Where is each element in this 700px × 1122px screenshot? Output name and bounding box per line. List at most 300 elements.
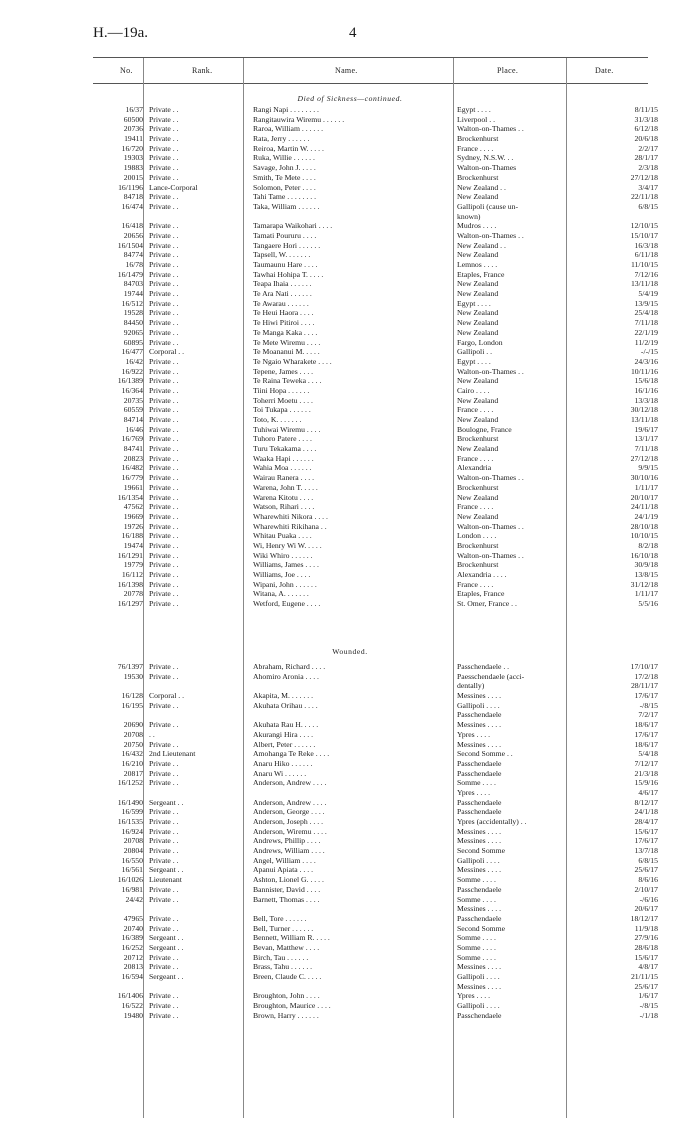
table-row [93, 807, 661, 817]
table-row [93, 105, 661, 115]
soldier-number-cell [93, 212, 147, 222]
place-cell: Somme . . . . [457, 942, 496, 952]
date-cell: 28/6/18 [634, 942, 658, 952]
table-row [93, 250, 661, 260]
soldier-number-cell: 19669 [123, 511, 143, 521]
rank-cell: Private . . [149, 405, 179, 415]
date-cell: 8/2/18 [638, 540, 658, 550]
date-cell: 25/6/17 [634, 865, 658, 875]
rank-cell: Sergeant . . [149, 972, 184, 981]
date-cell: 24/1/19 [634, 511, 658, 521]
soldier-number-cell: 16/195 [121, 700, 143, 710]
soldier-number-cell: 19528 [123, 308, 143, 318]
date-cell: 17/6/17 [634, 691, 658, 701]
date-cell: 5/4/19 [638, 289, 658, 299]
soldier-number-cell: 16/1479 [117, 269, 143, 279]
name-cell: Anaru Wi . . . . . . [253, 768, 307, 778]
soldier-number-cell: 16/1354 [117, 492, 143, 502]
rank-cell: Private . . [149, 308, 179, 318]
rank-cell: Private . . [149, 671, 179, 681]
table-row [93, 357, 661, 367]
soldier-number-cell: 16/364 [121, 385, 143, 395]
soldier-number-cell: 19883 [123, 163, 143, 173]
soldier-number-cell [93, 681, 147, 691]
table-row [93, 991, 661, 1001]
soldier-number-cell: 20750 [123, 739, 143, 749]
table-row [93, 454, 661, 464]
table-row [93, 522, 661, 532]
place-cell: Egypt . . . . [457, 298, 491, 308]
place-cell: Egypt . . . . [457, 105, 491, 114]
soldier-number-cell: 19303 [123, 153, 143, 163]
name-cell [249, 681, 453, 691]
name-cell: Bell, Tore . . . . . . [253, 913, 307, 923]
place-cell: New Zealand [457, 376, 499, 386]
table-row [93, 817, 661, 827]
name-cell: Rangi Napi . . . . . . . . [253, 105, 319, 114]
date-cell: 5/4/18 [638, 749, 658, 759]
table-row [93, 512, 661, 522]
place-cell: Walton-on-Thames . . [457, 230, 524, 240]
name-cell: Tuhiwai Wiremu . . . . [253, 424, 321, 434]
rank-cell: Private . . [149, 720, 179, 730]
date-cell: 15/10/17 [630, 230, 658, 240]
place-cell: New Zealand [457, 327, 499, 337]
soldier-number-cell: 84714 [123, 415, 143, 424]
name-cell: Te Ngaio Wharakete . . . . [253, 356, 332, 366]
place-cell: Ypres . . . . [457, 729, 491, 739]
date-cell: -/-/15 [640, 347, 658, 357]
date-cell: 15/6/17 [634, 952, 658, 962]
table-row [93, 231, 661, 241]
rank-cell: Private . . [149, 531, 179, 541]
name-cell [249, 788, 453, 798]
place-cell: New Zealand [457, 395, 499, 405]
page-ref: H.—19a. [93, 25, 148, 41]
rank-cell: 2nd Lieutenant [149, 749, 196, 759]
rank-cell: Private . . [149, 1001, 179, 1011]
place-cell: France . . . . [457, 502, 494, 512]
table-row [93, 531, 661, 541]
table-row [93, 551, 661, 561]
date-cell: 13/11/18 [630, 279, 658, 289]
name-cell [249, 904, 453, 914]
rank-cell: Private . . [149, 221, 179, 231]
soldier-number-cell: 16/550 [121, 855, 143, 865]
date-cell: 2/2/17 [638, 143, 658, 153]
rank-cell: Private . . [149, 250, 179, 260]
date-cell: 18/12/17 [630, 913, 658, 923]
rank-cell: Private . . [149, 260, 179, 269]
table-row [93, 144, 661, 154]
rank-cell: Private . . [149, 913, 179, 923]
rank-cell: Private . . [149, 482, 179, 492]
soldier-number-cell: 16/418 [121, 221, 143, 231]
rank-cell: Private . . [149, 807, 179, 817]
rank-cell: Private . . [149, 453, 179, 463]
soldier-number-cell: 16/210 [121, 758, 143, 768]
date-cell: 18/6/17 [634, 720, 658, 730]
place-cell: New Zealand [457, 279, 499, 289]
name-cell: Turu Tekakama . . . . [253, 444, 317, 454]
date-cell: 27/9/16 [634, 933, 658, 943]
name-cell: Te Awarau . . . . . . [253, 298, 309, 308]
table-row [93, 202, 661, 212]
table-row [93, 730, 661, 740]
table-row [93, 115, 661, 125]
table-row [93, 396, 661, 406]
header-rule-bottom [93, 83, 648, 84]
rank-cell: Private . . [149, 105, 179, 114]
rank-cell: Private . . [149, 570, 179, 579]
date-cell: 17/10/17 [630, 662, 658, 671]
died-of-sickness-table [93, 105, 661, 609]
name-cell: Tawhai Hohipa T. . . . . [253, 269, 324, 279]
place-cell: Alexandria [457, 463, 492, 473]
date-cell: 21/11/15 [630, 972, 658, 981]
rank-cell: Private . . [149, 366, 179, 376]
rank-cell: Private . . [149, 269, 179, 279]
table-row [93, 221, 661, 231]
name-cell: Abraham, Richard . . . . [253, 662, 326, 671]
name-cell: Wairau Ranera . . . . [253, 473, 315, 483]
date-cell: 11/2/19 [634, 337, 658, 347]
rank-cell [147, 982, 249, 992]
table-row [93, 924, 661, 934]
date-cell: 21/3/18 [634, 768, 658, 778]
soldier-number-cell: 16/599 [121, 807, 143, 817]
date-cell: 13/3/18 [634, 395, 658, 405]
place-cell: Passchendaele [457, 797, 502, 807]
table-row [93, 943, 661, 953]
soldier-number-cell: 19411 [124, 134, 143, 144]
place-cell: New Zealand . . [457, 240, 506, 250]
soldier-number-cell: 16/188 [121, 531, 143, 541]
soldier-number-cell: 16/1252 [117, 778, 143, 788]
date-cell: 8/6/16 [638, 875, 658, 885]
name-cell: Tangaere Hori . . . . . . [253, 240, 321, 250]
place-cell: New Zealand [457, 192, 499, 202]
column-header-place: Place. [497, 66, 519, 75]
rank-cell: Private . . [149, 521, 179, 531]
rank-cell: Private . . [149, 415, 179, 424]
soldier-number-cell: 76/1397 [117, 662, 143, 671]
rank-cell: Private . . [149, 463, 179, 473]
name-cell: Akapita, M. . . . . . . [253, 691, 313, 701]
name-cell: Akuhata Orihau . . . . [253, 700, 318, 710]
name-cell: Wetford, Eugene . . . . [253, 599, 321, 609]
place-cell: Lemnos . . . . [457, 260, 498, 269]
date-cell: 25/4/18 [634, 308, 658, 318]
date-cell: 28/10/18 [630, 521, 658, 531]
table-row [93, 318, 661, 328]
table-row [93, 720, 661, 730]
name-cell: Anderson, Andrew . . . . [253, 797, 327, 807]
name-cell: Anderson, Joseph . . . . [253, 817, 324, 826]
table-row [93, 163, 661, 173]
place-cell: Brockenhurst [457, 540, 499, 550]
name-cell: Amohanga Te Reke . . . . [253, 749, 330, 759]
rank-cell: Private . . [149, 579, 179, 589]
table-row [93, 279, 661, 289]
place-cell: Somme . . . . [457, 933, 496, 943]
name-cell: Williams, James . . . . [253, 560, 319, 570]
date-cell: 24/1/18 [634, 807, 658, 817]
table-row [93, 289, 661, 299]
table-row [93, 502, 661, 512]
table-row [93, 846, 661, 856]
soldier-number-cell: 16/432 [121, 749, 143, 759]
name-cell: Ahomiro Aronia . . . . [253, 671, 319, 681]
name-cell [249, 982, 453, 992]
place-cell: Liverpool . . [457, 114, 496, 124]
rank-cell: Lance-Corporal [149, 182, 198, 192]
rank-cell: Private . . [149, 817, 179, 826]
place-cell: France . . . . [457, 143, 494, 153]
place-cell: Second Somme . . [457, 749, 513, 759]
soldier-number-cell: 19744 [123, 289, 143, 299]
table-row [93, 1011, 661, 1021]
place-cell: Ypres . . . . [457, 991, 491, 1001]
place-cell: known) [457, 211, 481, 221]
soldier-number-cell: 16/1535 [117, 817, 143, 826]
date-cell: 30/12/18 [630, 405, 658, 415]
name-cell: Breen, Claude C. . . . . [253, 972, 322, 981]
soldier-number-cell: 16/128 [121, 691, 143, 701]
name-cell: Wipani, John . . . . . . [253, 579, 317, 589]
table-row [93, 740, 661, 750]
name-cell: Warena, John T. . . . . [253, 482, 318, 492]
place-cell: Messines . . . . [457, 962, 501, 972]
name-cell: Taka, William . . . . . . [253, 201, 320, 211]
table-row [93, 904, 661, 914]
table-row [93, 982, 661, 992]
date-cell: 16/10/18 [630, 550, 658, 560]
soldier-number-cell: 16/1406 [117, 991, 143, 1001]
table-row [93, 710, 661, 720]
place-cell: Gallipoli . . [457, 347, 493, 357]
place-cell: New Zealand [457, 318, 499, 328]
place-cell: Cairo . . . . [457, 385, 490, 395]
name-cell: Wi, Henry Wi W. . . . . [253, 540, 322, 550]
place-cell: Walton-on-Thames . . [457, 550, 524, 560]
rank-cell: Private . . [149, 289, 179, 299]
place-cell: Walton-on-Thames . . [457, 473, 524, 483]
rank-cell: Private . . [149, 143, 179, 153]
date-cell: -/8/15 [639, 1001, 658, 1011]
table-row [93, 570, 661, 580]
place-cell: Messines . . . . [457, 904, 501, 914]
soldier-number-cell: 19726 [123, 521, 143, 531]
place-cell: Ypres (accidentally) . . [457, 817, 527, 826]
date-cell: 31/3/18 [634, 114, 658, 124]
name-cell: Andrews, William . . . . [253, 846, 325, 856]
place-cell: Messines . . . . [457, 739, 501, 749]
date-cell: 7/12/16 [634, 269, 658, 279]
name-cell: Te Moananui M. . . . . [253, 347, 320, 357]
soldier-number-cell: 24/42 [125, 894, 143, 904]
table-row [93, 483, 661, 493]
table-row [93, 376, 661, 386]
place-cell: Somme . . . . [457, 875, 496, 885]
soldier-number-cell: 16/720 [121, 143, 143, 153]
table-row [93, 367, 661, 377]
date-cell: 1/6/17 [638, 991, 658, 1001]
column-header-date: Date. [595, 66, 614, 75]
name-cell: Bennett, William R. . . . . [253, 933, 330, 943]
table-row [93, 183, 661, 193]
date-cell: 13/11/18 [630, 415, 658, 424]
rank-cell: Private . . [149, 991, 179, 1001]
name-cell: Watson, Rihari . . . . [253, 502, 315, 512]
rank-cell: Private . . [149, 599, 179, 609]
place-cell: Boulogne, France [457, 424, 512, 434]
place-cell: Messines . . . . [457, 720, 501, 730]
date-cell: 7/11/18 [634, 318, 658, 328]
date-cell: 27/12/18 [630, 172, 658, 182]
rank-cell: Corporal . . [149, 691, 185, 701]
place-cell: Brockenhurst [457, 134, 499, 144]
soldier-number-cell: 19474 [123, 540, 143, 550]
soldier-number-cell: 16/1504 [117, 240, 143, 250]
date-cell: 8/12/17 [634, 797, 658, 807]
soldier-number-cell: 16/252 [121, 942, 143, 952]
soldier-number-cell: 19530 [123, 671, 143, 681]
rank-cell: Private . . [149, 836, 179, 846]
table-row [93, 134, 661, 144]
date-cell: 16/3/18 [634, 240, 658, 250]
name-cell [249, 212, 453, 222]
header-rule-top [93, 57, 648, 58]
table-row [93, 405, 661, 415]
name-cell: Smith, Te Mete . . . . [253, 172, 316, 182]
date-cell: 6/12/18 [634, 124, 658, 134]
place-cell: Somme . . . . [457, 894, 496, 904]
place-cell: Gallipoli (cause un- [457, 201, 519, 211]
soldier-number-cell: 20656 [123, 230, 143, 240]
place-cell: Mudros . . . . [457, 221, 497, 231]
soldier-number-cell: 16/922 [121, 366, 143, 376]
date-cell: 11/10/15 [630, 260, 658, 269]
rank-cell: Private . . [149, 230, 179, 240]
place-cell: Egypt . . . . [457, 356, 491, 366]
soldier-number-cell: 20778 [123, 589, 143, 599]
name-cell: Wharewhiti Rikihana . . [253, 521, 327, 531]
name-cell: Toto, K. . . . . . . [253, 415, 302, 424]
place-cell: Etaples, France [457, 589, 505, 599]
rank-cell: Private . . [149, 550, 179, 560]
table-row [93, 386, 661, 396]
rank-cell: Private . . [149, 884, 179, 894]
table-row [93, 270, 661, 280]
place-cell: Passchendaele [457, 710, 502, 720]
rank-cell [147, 710, 249, 720]
soldier-number-cell: 19661 [123, 482, 143, 492]
place-cell: dentally) [457, 681, 485, 691]
soldier-number-cell: 16/1026 [117, 875, 143, 885]
soldier-number-cell: 19480 [123, 1010, 143, 1020]
place-cell: Ypres . . . . [457, 787, 491, 797]
name-cell: Tahi Tame . . . . . . . . [253, 192, 317, 202]
date-cell: 18/6/17 [634, 739, 658, 749]
soldier-number-cell: 60500 [123, 114, 143, 124]
soldier-number-cell: 16/78 [125, 260, 143, 269]
rank-cell: Private . . [149, 894, 179, 904]
column-header-name: Name. [335, 66, 358, 75]
soldier-number-cell: 20708 [123, 729, 143, 739]
name-cell: Wiki Whiro . . . . . . [253, 550, 313, 560]
date-cell: 6/8/15 [638, 201, 658, 211]
name-cell: Anaru Hiko . . . . . . [253, 758, 313, 768]
name-cell: Ashton, Lionel G. . . . . [253, 875, 324, 885]
rank-cell: Private . . [149, 395, 179, 405]
place-cell: Paesschendaele (acci- [457, 671, 525, 681]
name-cell: Tapsell, W. . . . . . . [253, 250, 311, 260]
table-row [93, 434, 661, 444]
table-row [93, 124, 661, 134]
place-cell: Walton-on-Thames . . [457, 124, 524, 134]
rank-cell: Private . . [149, 172, 179, 182]
rank-cell: Private . . [149, 376, 179, 386]
soldier-number-cell [93, 788, 147, 798]
table-row [93, 885, 661, 895]
rank-cell: Private . . [149, 424, 179, 434]
date-cell: 2/10/17 [634, 884, 658, 894]
table-row [93, 338, 661, 348]
date-cell: 30/10/16 [630, 473, 658, 483]
date-cell: -/8/15 [639, 700, 658, 710]
name-cell: Anderson, Wiremu . . . . [253, 826, 327, 836]
place-cell: Gallipoli . . . . [457, 855, 500, 865]
place-cell: Brockenhurst [457, 482, 499, 492]
date-cell: 10/11/16 [630, 366, 658, 376]
name-cell [249, 710, 453, 720]
table-row [93, 425, 661, 435]
soldier-number-cell: 20712 [123, 952, 143, 962]
soldier-number-cell: 20813 [123, 962, 143, 972]
name-cell: Tamati Poururu . . . . [253, 230, 317, 240]
soldier-number-cell: 84741 [123, 444, 143, 454]
date-cell: 12/10/15 [630, 221, 658, 231]
rank-cell: Private . . [149, 540, 179, 550]
place-cell: New Zealand [457, 444, 499, 454]
rank-cell: Corporal . . [149, 347, 185, 357]
name-cell: Birch, Tau . . . . . . [253, 952, 309, 962]
name-cell: Te Mete Wiremu . . . . [253, 337, 321, 347]
rank-cell: . . [149, 729, 155, 739]
place-cell: New Zealand [457, 308, 499, 318]
date-cell: 6/8/15 [638, 855, 658, 865]
table-row [93, 759, 661, 769]
name-cell: Raroa, William . . . . . . [253, 124, 324, 134]
soldier-number-cell: 84774 [123, 250, 143, 260]
soldier-number-cell: 16/474 [121, 201, 143, 211]
date-cell: 2/3/18 [638, 163, 658, 173]
table-row [93, 798, 661, 808]
rank-cell: Private . . [149, 511, 179, 521]
date-cell: 25/6/17 [634, 981, 658, 991]
table-row [93, 933, 661, 943]
rank-cell [147, 904, 249, 914]
place-cell: Brockenhurst [457, 172, 499, 182]
soldier-number-cell [93, 982, 147, 992]
name-cell: Bell, Turner . . . . . . [253, 923, 314, 933]
date-cell: 7/12/17 [634, 758, 658, 768]
rank-cell: Private . . [149, 318, 179, 328]
rank-cell: Private . . [149, 492, 179, 502]
date-cell: 5/5/16 [638, 599, 658, 609]
name-cell: Apanui Apiata . . . . [253, 865, 313, 875]
